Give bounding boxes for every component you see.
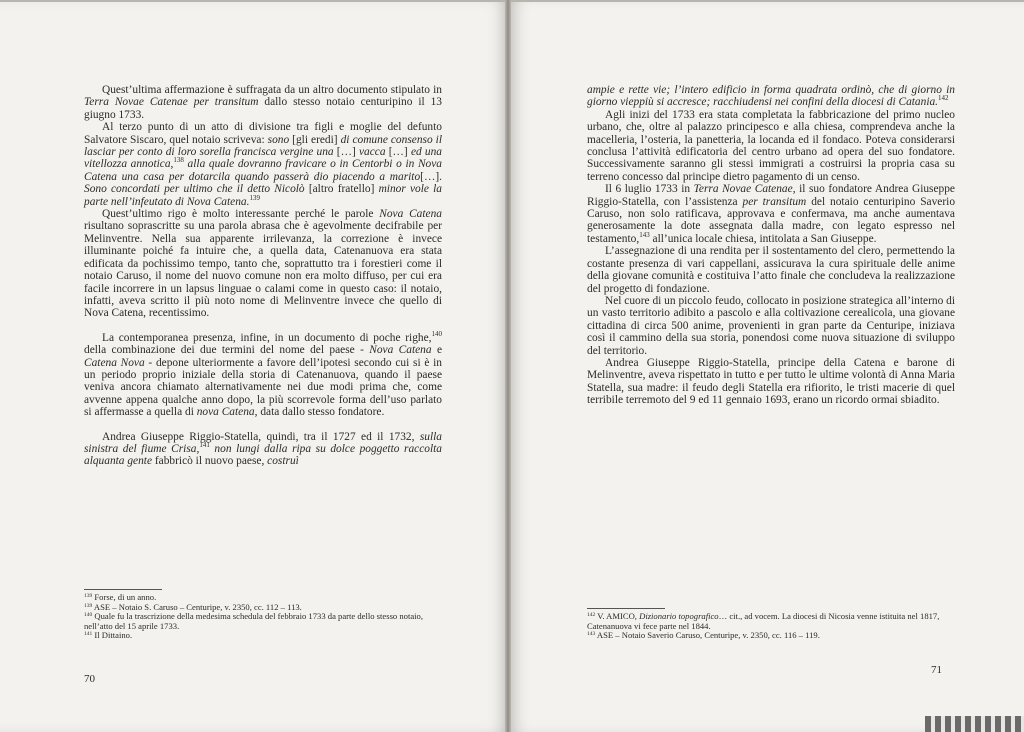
- italic-text: sulla sinistra del fiume Crisa,: [84, 430, 442, 455]
- page-edge: [509, 0, 1024, 2]
- text-run: Il 6 luglio 1733 in: [605, 183, 694, 196]
- footnote-ref: 141: [199, 440, 210, 449]
- text-run: Andrea Giuseppe Riggio-Statella, principe della Catena e barone di Melinventre, aveva rispettato in tutto e per tutto le ultime volontà di Anna Maria Statella, sua madre: il feudo degli Statella era rifiorito, le tristi macerie di quel terribile terremoto del 9 ed 11 gennaio 1693, erano un ricordo ormai sbiadito.: [587, 356, 955, 407]
- footnote-ref: 139: [249, 193, 260, 202]
- left-page-body: [84, 84, 442, 468]
- text-run: Agli inizi del 1733 era stata completata la fabbricazione del primo nucleo urbano, che, oltre al palazzo principesco e alla chiesa, comprendeva anche la macelleria, l’osteria, la panetteria, la locanda ed il fondaco. Poteva considerarsi conclusa l’attività edificatoria del centro urbano ad opera del suo fondatore. Successivamente saranno gli stessi immigrati a costruirsi la propria casa su terreno concesso dal principe dietro pagamento di un censo.: [587, 108, 955, 183]
- footnote-text: Forse, di un anno.: [92, 592, 157, 602]
- footnote: [587, 631, 955, 641]
- body-paragraph: [84, 431, 442, 468]
- footnote-number: 139: [84, 593, 93, 599]
- footnote: [84, 612, 442, 631]
- italic-text: sono: [267, 133, 290, 146]
- text-run: Al terzo punto di un atto di divisione tra figli e moglie del defunto Salvatore Siscaro, quel notaio scriveva:: [84, 121, 442, 146]
- text-run: […].: [420, 170, 442, 183]
- right-page: [509, 0, 1024, 732]
- footnote-rule: [587, 608, 665, 609]
- text-run: all’unica locale chiesa, intitolata a San Giuseppe.: [649, 232, 877, 245]
- text-run: fabbricò il nuovo paese,: [152, 455, 268, 468]
- text-run: ASE – Notaio Saverio Caruso, Centuripe, v. 2350, cc. 116 – 119.: [595, 630, 820, 641]
- right-page-body: [587, 84, 955, 407]
- book-gutter: [505, 0, 511, 732]
- body-paragraph: [84, 208, 442, 320]
- italic-text: costruì: [267, 455, 299, 468]
- footnote-ref: 142: [587, 612, 596, 618]
- italic-text: Terra Novae Catenae: [693, 183, 793, 196]
- text-run: - depone ulteriormente a favore dell’ipotesi secondo cui si è in un periodo proprio iniziale della storia di Catenanuova, quando il paese veniva ancora chiamato alternativamente nei due modi prima che, come avvenne appena qualche anno dopo, la più scorrevole forma dell’uso parlato si affermasse a quella di: [84, 356, 442, 419]
- text-run: , il suo fondatore Andrea Giuseppe Riggio-Statella, con l’assistenza: [587, 183, 955, 208]
- text-run: e: [431, 344, 443, 357]
- italic-text: Dizionario topografico: [639, 611, 719, 621]
- footnote-ref: 142: [938, 94, 949, 103]
- body-paragraph: [84, 84, 442, 121]
- body-paragraph: [587, 183, 955, 245]
- body-paragraph: [84, 329, 443, 419]
- italic-text: alla quale dovranno fravicare o in Centorbi o in Nova Catena una casa per dotarcila quando passerà dio piacendo a marito: [84, 158, 442, 183]
- right-footnotes: [587, 612, 955, 641]
- text-run: … cit., ad vocem. La diocesi di Nicosia venne istituita nel 1817, Catenanuova vi fece parte nel 1844.: [587, 611, 940, 631]
- italic-text: non lungi dalla ripa su dolce poggetto raccolta alquanta gente: [84, 442, 442, 468]
- page-number-left: 70: [84, 673, 95, 685]
- text-run: Quest’ultimo rigo è molto interessante perché le parole: [102, 208, 380, 221]
- italic-text: Catena Nova: [84, 356, 145, 369]
- footnote-ref: 138: [173, 156, 184, 165]
- italic-text: nova Catena: [196, 406, 255, 419]
- footnote-number: 140: [84, 612, 93, 619]
- body-paragraph: [587, 245, 955, 295]
- italic-text: ed una vitellozza annotica,: [84, 146, 442, 171]
- text-run: [gli eredi]: [289, 133, 341, 146]
- text-run: […]: [385, 146, 411, 159]
- italic-text: Nova Catena: [369, 344, 432, 357]
- page-edge: [0, 0, 509, 2]
- footnote-ref: 143: [587, 631, 596, 638]
- italic-text: Terra Novae Catenae per transitum: [84, 96, 259, 109]
- footnote-text: Quale fu la trascrizione della medesima schedula del febbraio 1733 da parte dello stesso notaio, nell’atto del 15 aprile 1733.: [84, 611, 423, 631]
- italic-text: minor vole la parte nell’infeutato di Nova Catena.: [84, 183, 442, 208]
- text-run: [altro fratello]: [304, 183, 379, 196]
- left-page: [0, 0, 509, 732]
- italic-text: ampie e rette vie; l’intero edificio in forma quadrata ordinò, che di giorno in giorno vieppiù si accresce; racchiudensi nei confini della diocesi di Catania.: [587, 84, 955, 109]
- footnote-ref: 143: [639, 230, 650, 239]
- italic-text: per transitum: [742, 195, 807, 208]
- text-run: L’assegnazione di una rendita per il sostentamento del clero, permettendo la costante presenza di vari cappellani, assicurava la cura spirituale delle anime della giovane comunità e costituiva l’atto finale che concludeva la realizzazione del progetto di fondazione.: [587, 245, 955, 295]
- italic-text: Sono concordati per ultimo che il detto Nicolò: [84, 183, 305, 196]
- footnote: [587, 612, 955, 631]
- text-run: Andrea Giuseppe Riggio-Statella, quindi, tra il 1727 ed il 1732,: [102, 430, 420, 443]
- text-run: della combinazione dei due termini del nome del paese -: [84, 344, 370, 357]
- italic-text: di comune consenso il lasciar per conto di loro sorella francisca vergine una: [84, 133, 442, 159]
- text-run: La contemporanea presenza, infine, in un documento di poche righe,: [102, 331, 432, 344]
- body-paragraph: [587, 84, 955, 109]
- text-run: Nel cuore di un piccolo feudo, collocato in posizione strategica all’interno di un vasto territorio adibito a pascolo e alla coltivazione cerealicola, una giovane cittadina di circa 500 anime, provenienti in gran parte da Centuripe, iniziava così il cammino della sua storia, ponendosi come nuova situazione di sviluppo del territorio.: [587, 294, 955, 357]
- footnote-number: 139: [84, 602, 93, 609]
- body-paragraph: [587, 357, 955, 407]
- text-run: […]: [333, 146, 359, 159]
- text-run: V. AMICO,: [595, 611, 640, 621]
- footnote: [84, 631, 442, 641]
- page-number-right: 71: [931, 664, 942, 676]
- footnote-rule: [84, 589, 162, 590]
- footnote-number: 141: [84, 631, 93, 638]
- left-footnotes: [84, 593, 442, 641]
- text-run: risultano soprascritte su una parola abrasa che è agevolmente decifrabile per Melinventre. Nella sua apparente irrilevanza, la correzione è invece illuminante poiché fa intuire che, a quella data, Catenanuova era stata edificata da pochissimo tempo, tanto che, soprattutto tra i forestieri come il notaio Caruso, il nome del nuovo comune non era molto diffuso, per cui era facile incorrere in un lapsus linguae o calami come in questo caso: il notaio, infatti, aveva scritto il più noto nome di Melinventre invece che quello di Nova Catena, recentissimo.: [84, 220, 442, 320]
- text-run: dallo stesso notaio centuripino il 13 giugno 1733.: [84, 96, 442, 121]
- footnote-ref: 140: [431, 329, 442, 338]
- body-paragraph: [587, 109, 955, 183]
- footnote-text: Il Dittaino.: [92, 630, 133, 641]
- scan-edge-marks: [925, 716, 1024, 732]
- body-paragraph: [84, 121, 442, 208]
- italic-text: vacca: [358, 146, 386, 159]
- italic-text: Nova Catena: [379, 208, 442, 221]
- body-paragraph: [587, 295, 955, 357]
- text-run: del notaio centuripino Saverio Caruso, non solo ratificava, approvava e confermava, ma anche aumentava generosamente la dote assegnata dalla madre, con legato espresso nel testamento,: [587, 195, 956, 245]
- text-run: , data dallo stesso fondatore.: [254, 406, 385, 419]
- text-run: Quest’ultima affermazione è suffragata da un altro documento stipulato in: [102, 84, 442, 96]
- footnote-text: ASE – Notaio S. Caruso – Centuripe, v. 2350, cc. 112 – 113.: [92, 601, 302, 612]
